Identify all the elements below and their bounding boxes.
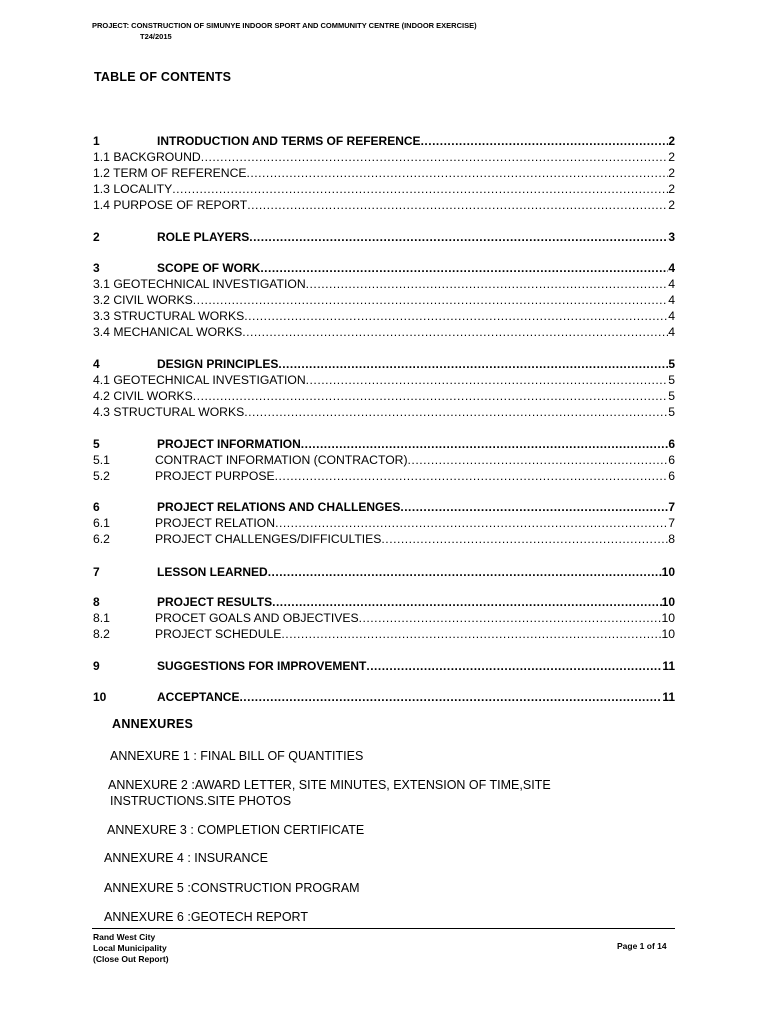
toc-leader-dots [408,452,669,468]
toc-leader-dots [247,197,668,213]
toc-entry-3-1[interactable] [93,276,675,292]
toc-entry-4-2[interactable] [93,388,675,404]
toc-entry-5-1[interactable] [93,452,675,468]
toc-entry-7[interactable] [93,564,675,580]
toc-leader-dots [281,626,661,642]
page-header [92,20,477,42]
toc-entry-number: 5 [93,437,100,451]
toc-entry-page: 4 [668,309,675,323]
toc-entry-6-2[interactable] [93,531,675,547]
annexure-2-line-2: INSTRUCTIONS.SITE PHOTOS [110,794,292,808]
toc-entry-1-2[interactable] [93,165,675,181]
toc-entry-title: PROJECT SCHEDULE [155,627,282,641]
toc-entry-number: 4 [93,357,100,371]
toc-entry-number: 5.1 [93,453,110,467]
toc-entry-2[interactable] [93,229,675,245]
toc-entry-page: 4 [668,261,675,275]
toc-leader-dots [242,324,668,340]
toc-leader-dots [278,356,668,372]
toc-entry-number: 8.2 [93,627,110,641]
toc-entry-8[interactable] [93,594,675,610]
toc-entry-3[interactable] [93,260,675,276]
toc-entry-9[interactable] [93,658,675,674]
toc-entry-3-3[interactable] [93,308,675,324]
toc-leader-dots [239,689,662,705]
toc-entry-page: 7 [668,500,675,514]
footer-organisation [93,932,169,965]
toc-entry-title: PROJECT PURPOSE [155,469,275,483]
footer-line-3: (Close Out Report) [93,954,169,964]
toc-entry-page: 8 [668,532,675,546]
toc-leader-dots [306,372,669,388]
toc-entry-number: 6.1 [93,516,110,530]
toc-entry-page: 2 [668,198,675,212]
annexure-3: ANNEXURE 3 : COMPLETION CERTIFICATE [107,823,365,837]
toc-entry-5[interactable] [93,436,675,452]
toc-entry-10[interactable] [93,689,675,705]
toc-entry-page: 2 [668,150,675,164]
toc-entry-number: 6.2 [93,532,110,546]
toc-entry-title: 1.2 TERM OF REFERENCE [93,166,247,180]
toc-entry-page: 10 [661,611,675,625]
toc-entry-page: 3 [668,230,675,244]
toc-entry-title: LESSON LEARNED [157,565,268,579]
toc-entry-title: 1.4 PURPOSE OF REPORT [93,198,248,212]
toc-entry-page: 4 [668,325,675,339]
header-project-title: PROJECT: CONSTRUCTION OF SIMUNYE INDOOR SPORT AND COMMUNITY CENTRE (INDOOR EXERCISE) [92,21,477,30]
toc-entry-title: PROJECT RELATION [155,516,276,530]
header-tender-code: T24/2015 [140,32,172,41]
toc-entry-1-1[interactable] [93,149,675,165]
toc-leader-dots [201,149,669,165]
toc-entry-number: 3 [93,261,100,275]
annexure-1: ANNEXURE 1 : FINAL BILL OF QUANTITIES [110,749,364,763]
toc-entry-page: 2 [668,134,675,148]
toc-entry-number: 7 [93,565,100,579]
toc-leader-dots [400,499,668,515]
toc-entry-page: 5 [668,357,675,371]
toc-leader-dots [249,229,668,245]
toc-entry-page: 4 [668,277,675,291]
toc-entry-title: PROJECT RESULTS [157,595,273,609]
toc-entry-number: 5.2 [93,469,110,483]
toc-leader-dots [275,515,668,531]
toc-entry-number: 6 [93,500,100,514]
toc-entry-title: 1.3 LOCALITY [93,182,173,196]
toc-entry-page: 10 [661,595,675,609]
toc-entry-1-3[interactable] [93,181,675,197]
toc-entry-title: 3.3 STRUCTURAL WORKS [93,309,245,323]
toc-entry-4-3[interactable] [93,404,675,420]
toc-entry-page: 11 [662,690,675,704]
toc-entry-8-2[interactable] [93,626,675,642]
footer-line-2: Local Municipality [93,943,167,953]
toc-leader-dots [172,181,668,197]
annexure-5: ANNEXURE 5 :CONSTRUCTION PROGRAM [104,881,360,895]
toc-entry-page: 10 [661,565,675,579]
toc-leader-dots [247,165,669,181]
toc-entry-6[interactable] [93,499,675,515]
toc-leader-dots [301,436,669,452]
toc-leader-dots [306,276,669,292]
toc-entry-page: 5 [668,405,675,419]
toc-leader-dots [268,564,662,580]
toc-entry-title: 4.3 STRUCTURAL WORKS [93,405,245,419]
toc-entry-title: INTRODUCTION AND TERMS OF REFERENCE [157,134,421,148]
toc-entry-number: 8 [93,595,100,609]
toc-entry-page: 6 [668,437,675,451]
toc-entry-page: 6 [668,453,675,467]
toc-leader-dots [193,388,668,404]
toc-entry-title: ACCEPTANCE [157,690,240,704]
toc-entry-5-2[interactable] [93,468,675,484]
toc-entry-3-2[interactable] [93,292,675,308]
toc-entry-4-1[interactable] [93,372,675,388]
toc-entry-8-1[interactable] [93,610,675,626]
toc-entry-1[interactable] [93,133,675,149]
toc-entry-1-4[interactable] [93,197,675,213]
toc-entry-page: 4 [668,293,675,307]
toc-entry-page: 7 [668,516,675,530]
toc-leader-dots [272,594,662,610]
toc-entry-page: 11 [662,659,675,673]
toc-leader-dots [244,404,668,420]
toc-entry-3-4[interactable] [93,324,675,340]
toc-entry-number: 9 [93,659,100,673]
toc-entry-number: 1 [93,134,100,148]
toc-entry-title: 3.4 MECHANICAL WORKS [93,325,243,339]
toc-leader-dots [260,260,668,276]
toc-entry-title: PROJECT CHALLENGES/DIFFICULTIES [155,532,382,546]
toc-entry-6-1[interactable] [93,515,675,531]
toc-entry-page: 6 [668,469,675,483]
annexures-heading: ANNEXURES [112,717,194,731]
page-number: Page 1 of 14 [617,941,667,951]
footer-line-1: Rand West City [93,932,156,942]
toc-entry-title: PROJECT RELATIONS AND CHALLENGES [157,500,401,514]
toc-entry-title: 3.2 CIVIL WORKS [93,293,193,307]
toc-entry-title: 3.1 GEOTECHNICAL INVESTIGATION [93,277,306,291]
toc-leader-dots [359,610,662,626]
toc-entry-title: SUGGESTIONS FOR IMPROVEMENT [157,659,367,673]
toc-entry-number: 10 [93,690,107,704]
toc-leader-dots [381,531,668,547]
toc-entry-title: PROJECT INFORMATION [157,437,301,451]
toc-entry-title: 4.2 CIVIL WORKS [93,389,193,403]
toc-heading: TABLE OF CONTENTS [94,70,232,84]
toc-leader-dots [244,308,668,324]
toc-leader-dots [193,292,668,308]
annexure-6: ANNEXURE 6 :GEOTECH REPORT [104,910,308,924]
toc-entry-4[interactable] [93,356,675,372]
toc-entry-title: CONTRACT INFORMATION (CONTRACTOR) [155,453,408,467]
toc-entry-title: PROCET GOALS AND OBJECTIVES [155,611,359,625]
toc-entry-page: 5 [668,389,675,403]
toc-entry-page: 2 [668,166,675,180]
toc-leader-dots [421,133,669,149]
toc-leader-dots [366,658,662,674]
toc-entry-title: 4.1 GEOTECHNICAL INVESTIGATION [93,373,306,387]
footer-divider [92,928,675,929]
toc-entry-title: 1.1 BACKGROUND [93,150,201,164]
toc-entry-title: DESIGN PRINCIPLES [157,357,279,371]
toc-entry-page: 5 [668,373,675,387]
toc-entry-number: 8.1 [93,611,110,625]
toc-entry-page: 2 [668,182,675,196]
toc-entry-page: 10 [661,627,675,641]
toc-entry-title: SCOPE OF WORK [157,261,261,275]
annexure-2-line-1: ANNEXURE 2 :AWARD LETTER, SITE MINUTES, EXTENSION OF TIME,SITE [108,778,551,792]
toc-entry-title: ROLE PLAYERS [157,230,250,244]
toc-entry-number: 2 [93,230,100,244]
toc-leader-dots [275,468,669,484]
annexure-4: ANNEXURE 4 : INSURANCE [104,851,268,865]
